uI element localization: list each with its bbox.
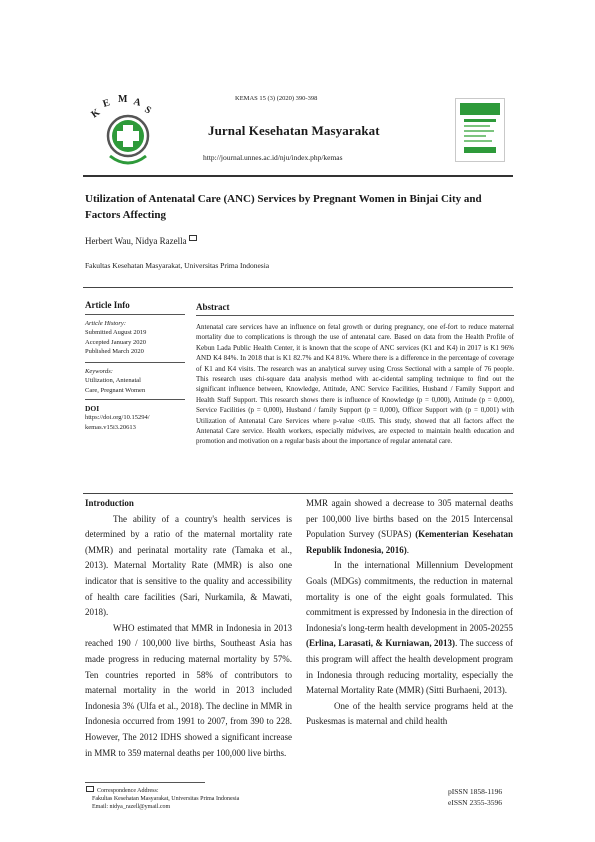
p4-rest: . The success of this program will affect the health development program in Indonesia through reducing mortality, especially the Maternal Mortality Rate (MMR) (Sitti Burhaeni, 2013). — [306, 638, 513, 696]
article-history — [85, 319, 190, 356]
p3-reference: (Kementerian Kesehatan Republik Indonesia, 2016) — [306, 529, 514, 555]
svg-text:S: S — [142, 104, 153, 117]
published-date: Published March 2020 — [85, 347, 144, 355]
p4-reference: (Erlina, Larasati, & Kurniawan, 2013) — [306, 638, 456, 649]
footnote-rule — [85, 782, 205, 783]
article-info-heading: Article Info — [85, 300, 130, 310]
keywords-line-1: Utilization, Antenatal — [85, 377, 141, 385]
correspondence-footnote — [86, 786, 239, 811]
info-divider — [85, 362, 185, 363]
info-divider-2 — [85, 399, 185, 400]
body-left-column — [85, 496, 292, 761]
intro-paragraph-2: WHO estimated that MMR in Indonesia in 2013 reached 190 / 100,000 live births, Southeast Asia has made progress in reducing maternal mortality by 57%. Ten countries reported in 58% of contributors to maternal mortality in the world in 2013 included Indonesia 3% (Ulfa et al., 2018). The decline in MMR in Indonesia occurred from 1991 to 2007, from 390 to 228. However, The 2012 IDHS showed a significant increase in MMR to 359 maternal deaths per 100,000 live births. — [85, 622, 292, 758]
article-authors — [85, 235, 197, 246]
accepted-date: Accepted January 2020 — [85, 338, 147, 346]
header-rule — [83, 175, 513, 177]
submitted-date: Submitted August 2019 — [85, 329, 147, 337]
doi-link-1[interactable]: https://doi.org/10.15294/ — [85, 414, 150, 422]
kemas-logo — [88, 92, 168, 172]
keywords-line-2: Care, Pregnant Women — [85, 386, 146, 394]
doi-label: DOI — [85, 404, 100, 413]
pissn: pISSN 1858-1196 — [448, 787, 503, 796]
journal-title: Jurnal Kesehatan Masyarakat — [208, 123, 380, 138]
article-title: Utilization of Antenatal Care (ANC) Services by Pregnant Women in Binjai City and Factors Affecting — [85, 193, 482, 221]
p3-text: MMR again showed a decrease to 305 maternal deaths per 100,000 live births based on the 2015 Intercensal Population Survey (SUPAS) — [306, 498, 513, 540]
issn-block — [448, 786, 502, 808]
p3-end: . — [406, 544, 410, 555]
envelope-icon — [86, 786, 94, 792]
doi-block — [85, 404, 190, 432]
corr-email[interactable]: Email: nidya_razell@ymail.com — [92, 803, 171, 810]
introduction-heading: Introduction — [85, 498, 134, 508]
authors-text: Herbert Wau, Nidya Razella — [85, 236, 187, 246]
section-rule — [83, 287, 513, 288]
abstract-heading-rule — [196, 315, 514, 316]
p4-text: In the international Millennium Development Goals (MDGs) commitments, the reduction in maternal mortality is one of the eight goals formulated. This commitment is expressed by Indonesia in the direction of Indonesia's long-term health development in 2005-20255 — [306, 560, 513, 633]
svg-text:A: A — [132, 96, 143, 109]
history-label: Article History: — [85, 320, 126, 327]
corr-label: Correspondence Address: — [97, 788, 159, 794]
journal-citation: KEMAS 15 (3) (2020) 390-398 — [235, 95, 318, 102]
envelope-icon — [189, 235, 197, 241]
journal-cover-thumbnail — [455, 98, 505, 162]
intro-paragraph-5: One of the health service programs held at the Puskesmas is maternal and child health — [306, 700, 513, 727]
info-heading-rule — [85, 314, 185, 315]
keywords-block — [85, 367, 190, 395]
article-affiliation: Fakultas Kesehatan Masyarakat, Universitas Prima Indonesia — [85, 261, 270, 270]
doi-link-2[interactable]: kemas.v15i3.20613 — [85, 423, 136, 431]
intro-paragraph-4 — [306, 558, 513, 698]
journal-url[interactable]: http://journal.unnes.ac.id/nju/index.php/kemas — [203, 153, 343, 162]
body-right-column — [306, 496, 513, 730]
intro-paragraph-1: The ability of a country's health services is determined by a ratio of the maternal mortality rate (MMR) and perinatal mortality rate (Tamaka et al., 2013). Maternal Mortality Rate (MMR) is also one indicator that is sensitive to the quality and accessibility of health care facilities (Sari, Nurkamila, & Mawati, 2018). — [85, 513, 292, 618]
svg-text:K: K — [89, 106, 103, 121]
svg-text:E: E — [101, 97, 112, 110]
abstract-heading: Abstract — [196, 302, 230, 312]
intro-paragraph-3 — [306, 496, 513, 558]
abstract-text: Antenatal care services have an influence on fetal growth or during pregnancy, one ef-fort to reduce maternal mortality due to complications is through the use of antenatal care. Based on data from the Health Profile of Kebun Lada Public Health Center, it is known that the scope of ANC services (K1 and K4) in 2017 is K1 96% AND K4 84%. In 2018 that is K1 82.7% and K4 81%. Where there is a difference in the percentage of coverage of K1 and K4 visits. The research was an analytical survey using Cross Sectional with a sample of 76 people. This research uses chi-square data analysis method with ac-cidental sampling technique to find out the significant influence between, Knowledge, Attitude, ANC Service Facilities, Husband / Family Support and Health Staff Support. This research shows there is influence of Knowledge (p = 0,000), Attitude (p = 0,000), Service Facilities (p = 0,000), Husband / family Support (p = 0,000), Officer Support with (p = 0,001) with Utilization of Antenatal Care Services where p-value <0.05. This study, showed that all factors affect the Antenatal Care service. Health workers, especially midwives, are expected to maintain health education and promotion and motivation on a regular basis about the importance of regular antenatal care. — [196, 323, 514, 446]
keywords-label: Keywords: — [85, 368, 113, 375]
abstract-bottom-rule — [83, 493, 513, 494]
svg-text:M: M — [118, 94, 128, 105]
eissn: eISSN 2355-3596 — [448, 798, 502, 807]
corr-institution: Fakultas Kesehatan Masyarakat, Universitas Prima Indonesia — [92, 795, 240, 802]
